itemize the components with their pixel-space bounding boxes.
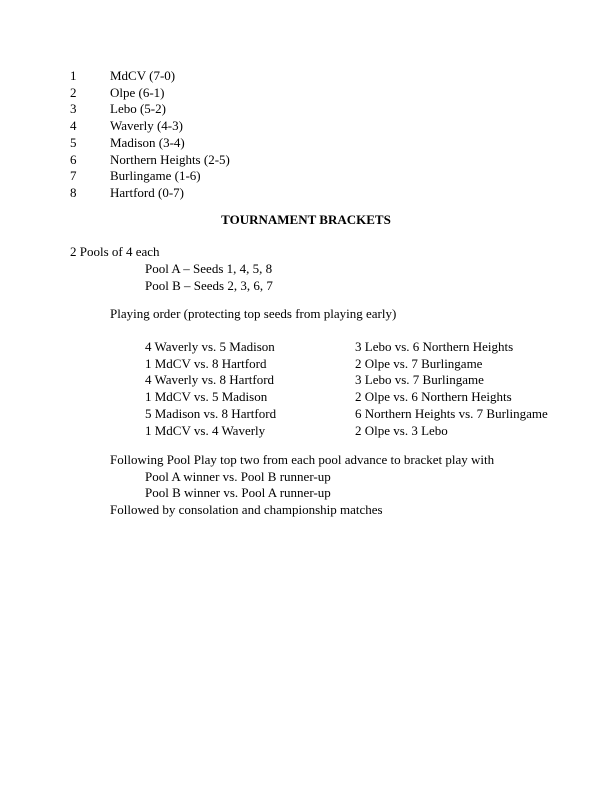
pool-b-match: 3 Lebo vs. 6 Northern Heights: [355, 339, 514, 354]
closing-notes: [110, 452, 494, 519]
pool-a-match: 1 MdCV vs. 4 Waverly: [145, 422, 266, 438]
pool-a-match: 4 Waverly vs. 5 Madison: [145, 339, 275, 354]
seed-row: [70, 168, 230, 185]
pool-a-line: Pool A – Seeds 1, 4, 5, 8: [145, 261, 273, 276]
match-row: [145, 356, 548, 373]
pool-a-match: 1 MdCV vs. 8 Hartford: [145, 355, 267, 371]
seed-team: Madison (3-4): [110, 134, 185, 150]
seed-rank: 7: [70, 168, 77, 184]
pool-b-match: 6 Northern Heights vs. 7 Burlingame: [355, 405, 548, 421]
match-row: [145, 423, 548, 440]
pools-intro: 2 Pools of 4 each: [70, 244, 160, 259]
seed-rank: 4: [70, 118, 77, 134]
seed-team: Hartford (0-7): [110, 184, 184, 200]
seed-row: [70, 185, 230, 202]
seed-row: [70, 152, 230, 169]
seed-team: Burlingame (1-6): [110, 168, 201, 184]
seed-team: Lebo (5-2): [110, 101, 166, 117]
pool-b-match: 2 Olpe vs. 7 Burlingame: [355, 355, 483, 371]
match-row: [145, 389, 548, 406]
seed-row: [70, 101, 230, 118]
playing-order-heading: Playing order (protecting top seeds from playing early): [110, 306, 397, 321]
pool-b-match: 2 Olpe vs. 3 Lebo: [355, 422, 448, 438]
seed-rank: 3: [70, 101, 77, 117]
seed-rank: 1: [70, 68, 77, 83]
pool-b-match: 3 Lebo vs. 7 Burlingame: [355, 372, 484, 388]
seed-rank: 6: [70, 151, 77, 167]
seed-rank: 2: [70, 84, 77, 100]
pool-list: [145, 261, 273, 294]
seed-list: [70, 68, 230, 202]
match-row: [145, 372, 548, 389]
match-schedule: [145, 339, 548, 439]
seed-team: Waverly (4-3): [110, 118, 183, 134]
page-title: TOURNAMENT BRACKETS: [221, 212, 391, 227]
advance-text: Following Pool Play top two from each pool advance to bracket play with: [110, 452, 495, 467]
pool-a-match: 4 Waverly vs. 8 Hartford: [145, 372, 275, 388]
seed-row: [70, 68, 230, 85]
seed-row: [70, 135, 230, 152]
seed-row: [70, 118, 230, 135]
bracket-pairing-2: Pool B winner vs. Pool A runner-up: [145, 485, 331, 501]
final-text: Followed by consolation and championship matches: [110, 502, 383, 518]
pool-b-match: 2 Olpe vs. 6 Northern Heights: [355, 389, 512, 405]
seed-team: Northern Heights (2-5): [110, 151, 230, 167]
match-row: [145, 406, 548, 423]
seed-team: Olpe (6-1): [110, 84, 165, 100]
bracket-pairing-1: Pool A winner vs. Pool B runner-up: [145, 468, 331, 484]
seed-rank: 5: [70, 134, 77, 150]
seed-rank: 8: [70, 184, 77, 200]
match-row: [145, 339, 548, 356]
pool-a-match: 5 Madison vs. 8 Hartford: [145, 405, 277, 421]
seed-row: [70, 85, 230, 102]
pool-a-match: 1 MdCV vs. 5 Madison: [145, 389, 268, 405]
seed-team: MdCV (7-0): [110, 68, 176, 83]
pool-b-line: Pool B – Seeds 2, 3, 6, 7: [145, 277, 273, 293]
